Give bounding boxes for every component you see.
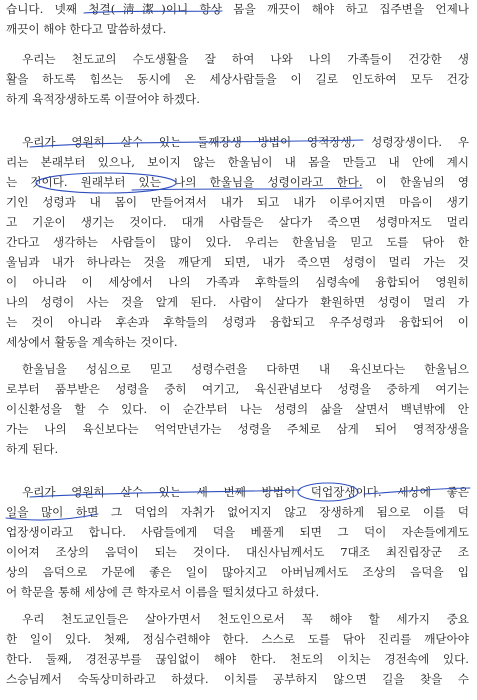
text-line: 한다. 둘째, 경전공부를 끊임없이 해야 한다. 천도의 이치는 경전속에 있다. xyxy=(6,652,469,666)
text-line: 한 일이 있다. 첫째, 정심수련해야 한다. 스스로 도를 닦아 진리를 깨닫아야 xyxy=(6,632,469,646)
text-line: 나의 성령이 사는 것을 알게 된다. 사람이 살다가 환원하면 성령이 멀리 가 xyxy=(6,295,469,309)
text-line: 어 학문을 통해 세상에 큰 학자로서 이름을 떨치셨다고 하셨다. xyxy=(6,585,320,599)
text-line: 리는 본래부터 있으나, 보이지 않는 한울님이 내 몸을 만들고 내 안에 계시 xyxy=(6,155,469,169)
text-line: 로부터 품부받은 성령을 중히 여기고, 육신관념보다 성령을 중하게 여기는 xyxy=(6,382,469,396)
text-line: 깨끗이 해야 한다고 말씀하셨다. xyxy=(6,22,167,36)
text-line: 는 것이다. 원래부터 있는 나의 한울님을 성령이라고 한다. 이 한울님의 영 xyxy=(6,175,469,189)
text-line: 우리가 영원히 살수 있는 둘째장생 방법이 영적장생, 성령장생이다. 우 xyxy=(22,135,469,149)
text-line: 상의 음덕으로 가문에 좋은 일이 많아지고 아버님께서도 조상의 음덕을 입 xyxy=(6,565,469,579)
text-line: 일을 많이 하면 그 덕업의 자취가 없어지지 않고 장생하게 됨으로 이를 덕 xyxy=(6,505,469,519)
text-line: 습니다. 넷째 청결(淸潔)이니 항상 몸을 깨끗이 해야 하고 집주변을 언제나 xyxy=(6,2,469,16)
text-line: 이신환성을 할 수 있다. 이 순간부터 나는 성령의 삶을 살면서 백년밖에 안 xyxy=(6,402,469,416)
text-line: 업장생이라고 합니다. 사람들에게 덕을 베풀게 되면 그 덕이 자손들에게도 xyxy=(6,525,469,539)
text-line: 는 것이 아니라 후손과 후학들의 성령과 융합되고 우주성령과 융합되어 이 xyxy=(6,315,469,329)
text-line: 우리 천도교인들은 살아가면서 천도인으로서 꼭 해야 할 세가지 중요 xyxy=(22,612,469,626)
text-line: 기인 성령과 내 몸이 만들어져서 내가 되고 내가 이루어지면 마음이 생기 xyxy=(6,195,469,209)
text-line: 세상에서 활동을 계속하는 것이다. xyxy=(6,335,178,349)
text-line: 가는 나의 육신보다는 억억만년가는 성령을 주체로 삼게 되어 영적장생을 xyxy=(6,422,469,436)
text-line: 이어져 조상의 음덕이 되는 것이다. 대신사님께서도 7대조 최진립장군 조 xyxy=(6,545,469,559)
text-line: 하게 육적장생하도록 이끌어야 하겠다. xyxy=(6,92,200,106)
text-line: 우리는 천도교의 수도생활을 잘 하여 나와 나의 가족들이 건강한 생 xyxy=(22,52,469,66)
text-line: 이 아니라 이 세상에서 나의 가족과 후학들의 심령속에 융합되어 영원히 xyxy=(6,275,469,289)
text-line: 스승님께서 숙독상미하라고 하셨다. 이치를 공부하지 않으면 길을 찾을 수 xyxy=(6,672,469,686)
text-line: 하게 된다. xyxy=(6,442,59,456)
text-line: 우리가 영원히 살수 있는 세 번째 방법이 덕업장생이다. 세상에 좋은 xyxy=(22,485,469,499)
text-line: 한울님을 성심으로 믿고 성령수련을 다하면 내 육신보다는 한울님으 xyxy=(22,362,469,376)
text-line: 울님과 내가 하나라는 것을 깨닫게 되면, 내가 죽으면 성령이 멀리 가는 것 xyxy=(6,255,469,269)
text-line: 간다고 생각하는 사람들이 많이 있다. 우리는 한울님을 믿고 도를 닦아 한 xyxy=(6,235,469,249)
text-line: 고 기운이 생기는 것이다. 대개 사람들은 살다가 죽으면 성령마저도 멀리 xyxy=(6,215,469,229)
text-line: 활을 하도록 힘쓰는 동시에 온 세상사람들을 이 길로 인도하여 모두 건강 xyxy=(6,72,469,86)
